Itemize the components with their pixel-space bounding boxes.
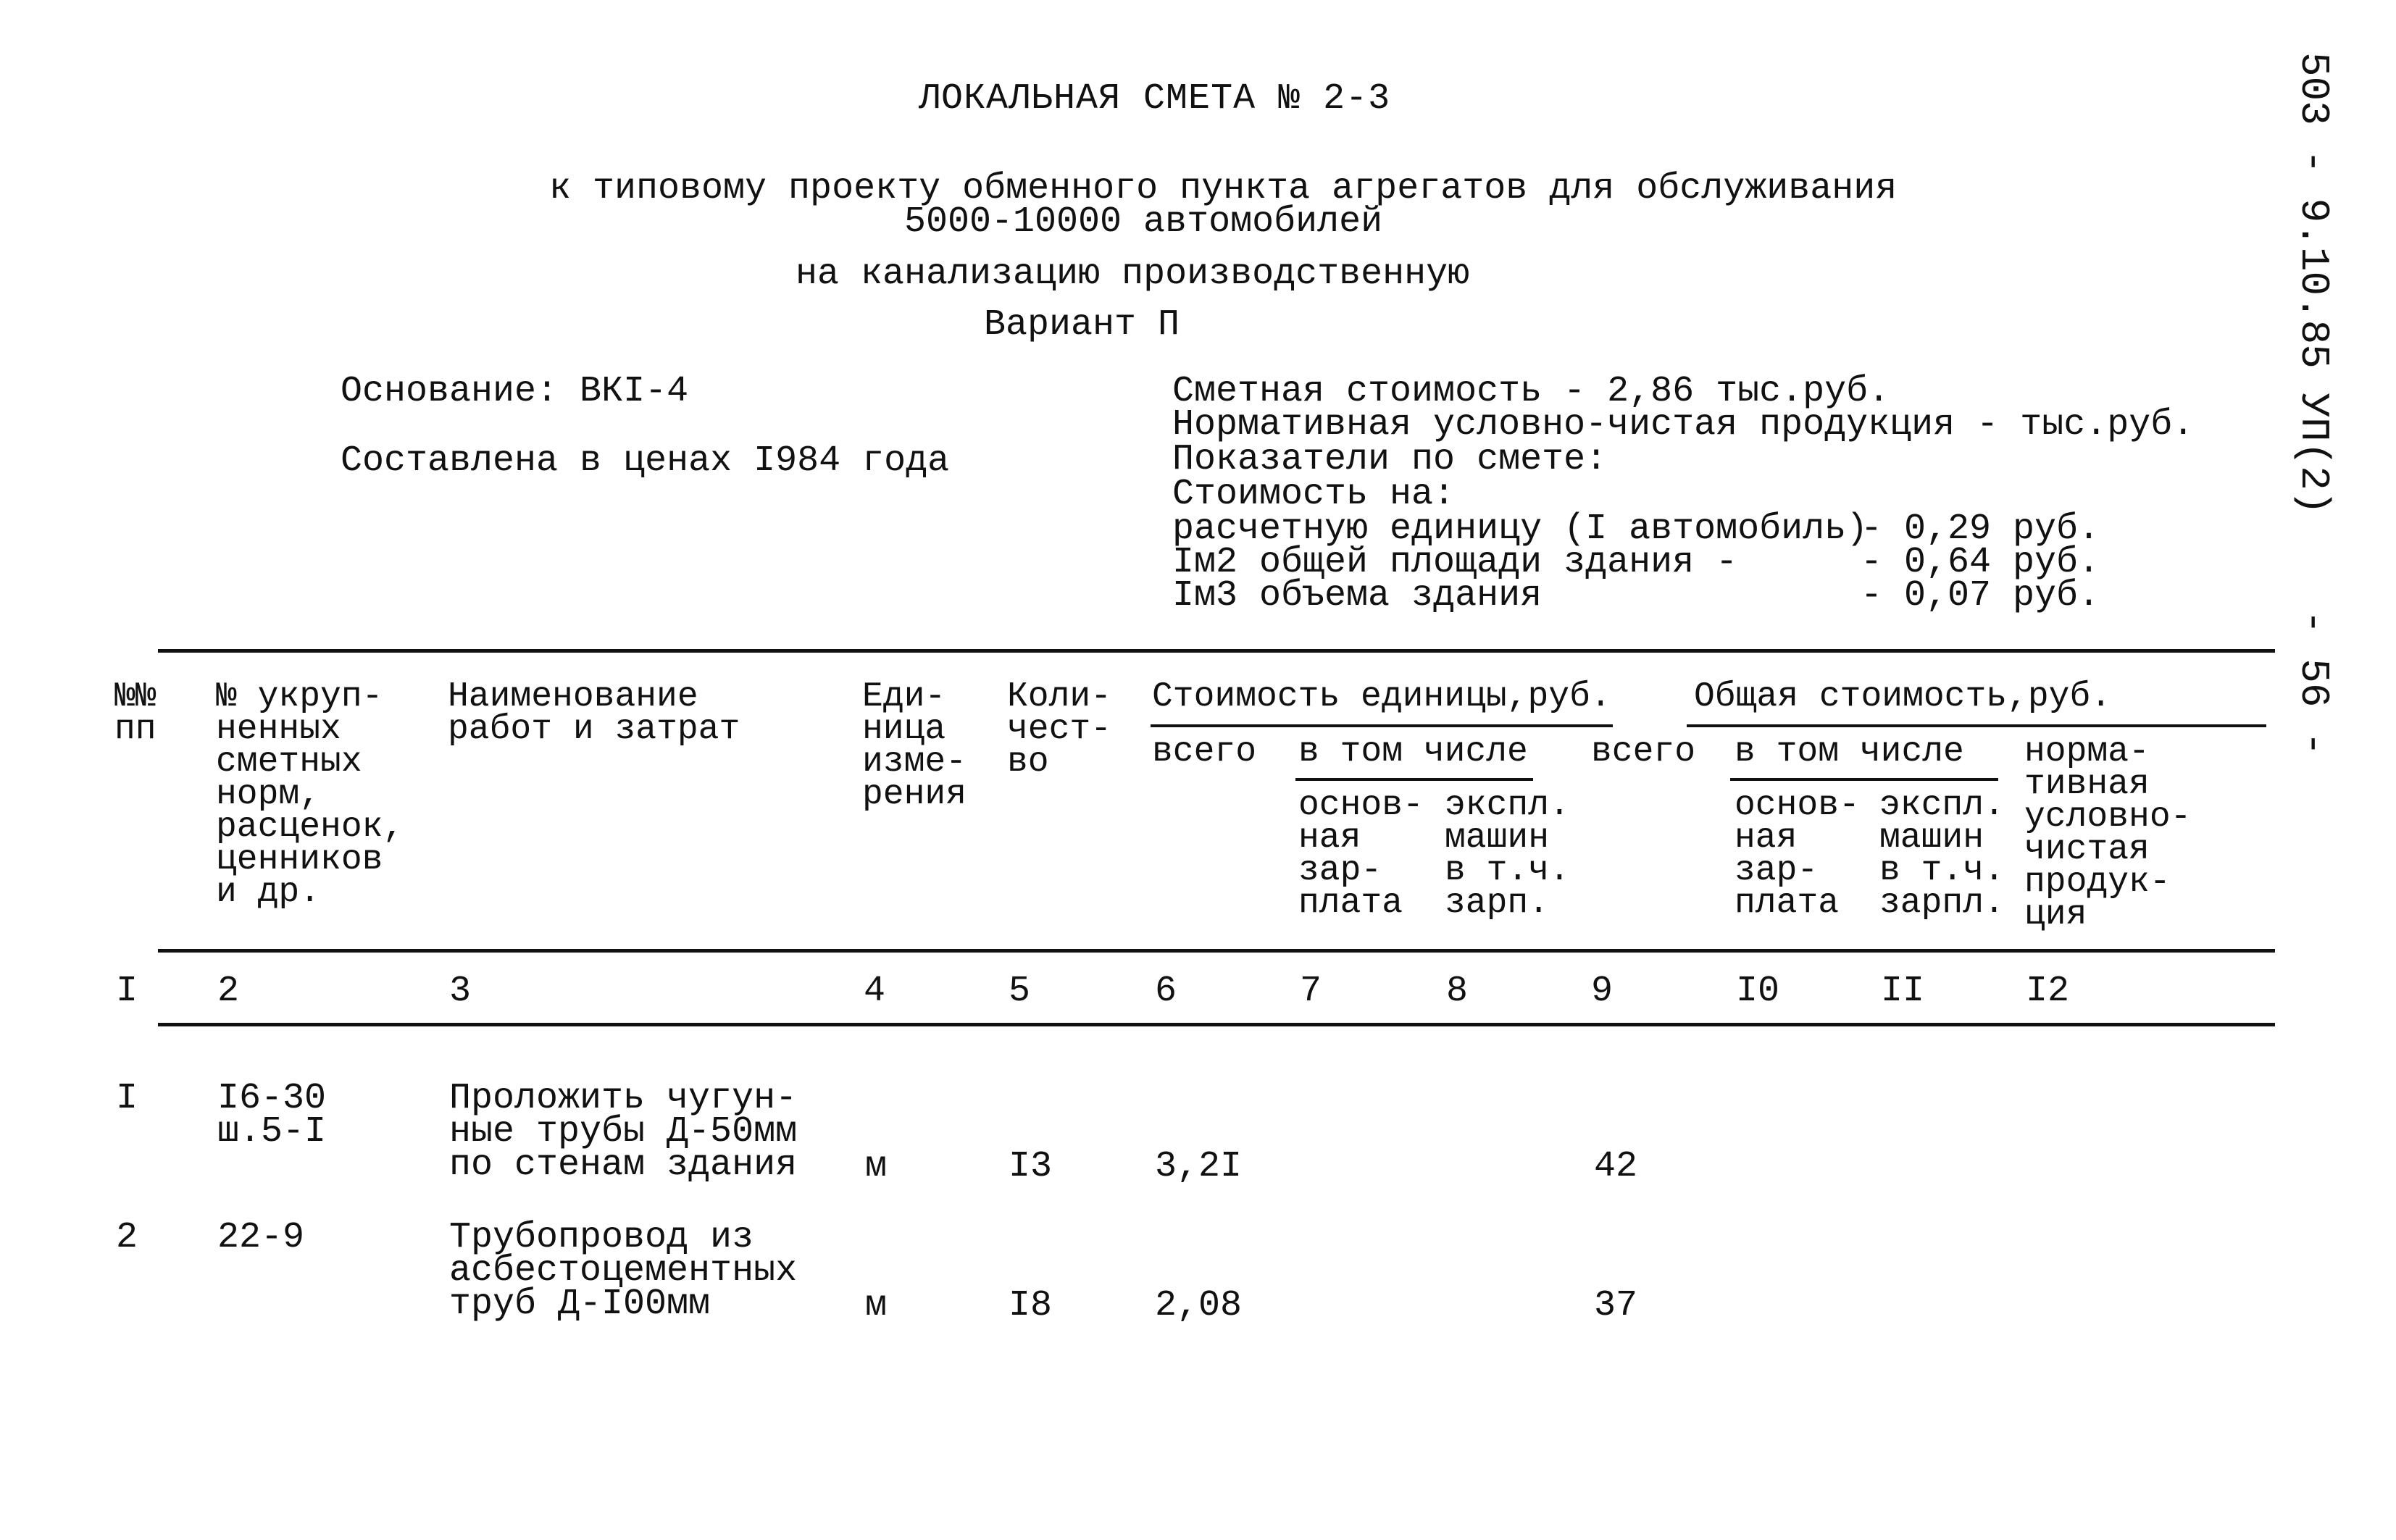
table-row-total: 37 <box>1594 1285 1638 1326</box>
column-number: I0 <box>1736 971 1780 1012</box>
column-number: 2 <box>217 971 240 1012</box>
document-subject: на канализацию производственную <box>796 254 1470 295</box>
document-subtitle-vehicles: 5000-10000 автомобилей <box>904 201 1383 243</box>
header-grand-total: всего <box>1591 732 1696 771</box>
per-unit-label: расчетную единицу (I автомобиль) <box>1172 509 1869 550</box>
table-row-unit-total: 2,08 <box>1155 1285 1243 1326</box>
header-unit-including: в том числе <box>1298 732 1528 771</box>
document-variant: Вариант П <box>984 304 1180 346</box>
normative-product: Нормативная условно-чистая продукция - тыс.руб. <box>1172 404 2195 445</box>
column-number: II <box>1881 971 1925 1012</box>
header-total-salary: основ- ная зар- плата <box>1735 786 1860 923</box>
column-number: 4 <box>864 971 886 1012</box>
header-total-machines: экспл. машин в т.ч. зарпл. <box>1879 786 2005 923</box>
margin-code: 503 - 9.10.85 УП(2) <box>2290 52 2337 515</box>
group-total-underline <box>1687 724 2266 727</box>
table-row-number: 2 <box>116 1217 138 1258</box>
margin-page-number: - 56 - <box>2290 610 2337 756</box>
column-number: 7 <box>1300 971 1322 1012</box>
header-group-total-cost: Общая стоимость,руб. <box>1694 677 2112 716</box>
per-m3-value: - 0,07 руб. <box>1861 575 2100 616</box>
table-row-name: Трубопровод из асбестоцементных труб Д-I00мм <box>449 1217 798 1325</box>
header-row-number: №№ пп <box>114 677 156 749</box>
table-top-rule <box>158 649 2275 653</box>
table-row-unit-total: 3,2I <box>1155 1146 1243 1187</box>
header-unit-machines: экспл. машин в т.ч. зарп. <box>1445 786 1570 923</box>
table-row-quantity: I8 <box>1009 1285 1053 1326</box>
document-title: ЛОКАЛЬНАЯ СМЕТА № 2-3 <box>919 78 1391 120</box>
table-row-unit: м <box>865 1146 888 1187</box>
column-number: 5 <box>1009 971 1031 1012</box>
column-number: 8 <box>1446 971 1469 1012</box>
per-m3-label: Iм3 объема здания <box>1172 575 1543 616</box>
header-normative-product: норма- тивная условно- чистая продук- ция <box>2024 732 2192 934</box>
table-row-name: Проложить чугун- ные трубы Д-50мм по стенам здания <box>449 1078 798 1186</box>
table-row-unit: м <box>865 1285 888 1326</box>
table-row-quantity: I3 <box>1009 1146 1053 1187</box>
header-group-unit-cost: Стоимость единицы,руб. <box>1152 677 1611 716</box>
per-m2-label: Iм2 общей площади здания - <box>1172 542 1738 583</box>
header-unit-total: всего <box>1152 732 1257 771</box>
basis: Основание: ВКI-4 <box>341 371 689 412</box>
cost-on-label: Стоимость на: <box>1172 474 1456 515</box>
column-number: 6 <box>1155 971 1177 1012</box>
group-unit-underline <box>1151 724 1613 727</box>
table-row-number: I <box>116 1078 138 1119</box>
column-number: 9 <box>1591 971 1614 1012</box>
header-quantity: Коли- чест- во <box>1007 677 1112 782</box>
column-number: I <box>116 971 138 1012</box>
price-base: Составлена в ценах I984 года <box>341 440 950 482</box>
incl-unit-underline <box>1295 778 1533 781</box>
table-row-code: I6-30 ш.5-I <box>217 1078 327 1152</box>
table-row-total: 42 <box>1594 1146 1638 1187</box>
indicators-label: Показатели по смете: <box>1172 439 1608 480</box>
per-m2-value: - 0,64 руб. <box>1861 542 2100 583</box>
column-number: I2 <box>2026 971 2070 1012</box>
incl-total-underline <box>1730 778 1998 781</box>
header-norm-code: № укруп- ненных сметных норм, расценок, ценников и др. <box>216 677 404 912</box>
document-subtitle: к типовому проекту обменного пункта агрегатов для обслуживания <box>549 168 1898 209</box>
header-bottom-rule <box>158 949 2275 953</box>
column-numbers-rule <box>158 1023 2275 1026</box>
estimated-cost: Сметная стоимость - 2,86 тыс.руб. <box>1172 371 1890 412</box>
header-work-name: Наименование работ и затрат <box>448 677 740 749</box>
header-unit-salary: основ- ная зар- плата <box>1298 786 1424 923</box>
header-total-including: в том числе <box>1735 732 1964 771</box>
per-unit-value: - 0,29 руб. <box>1861 509 2100 550</box>
column-number: 3 <box>449 971 472 1012</box>
header-unit: Еди- ница изме- рения <box>862 677 967 814</box>
table-row-code: 22-9 <box>217 1217 305 1258</box>
